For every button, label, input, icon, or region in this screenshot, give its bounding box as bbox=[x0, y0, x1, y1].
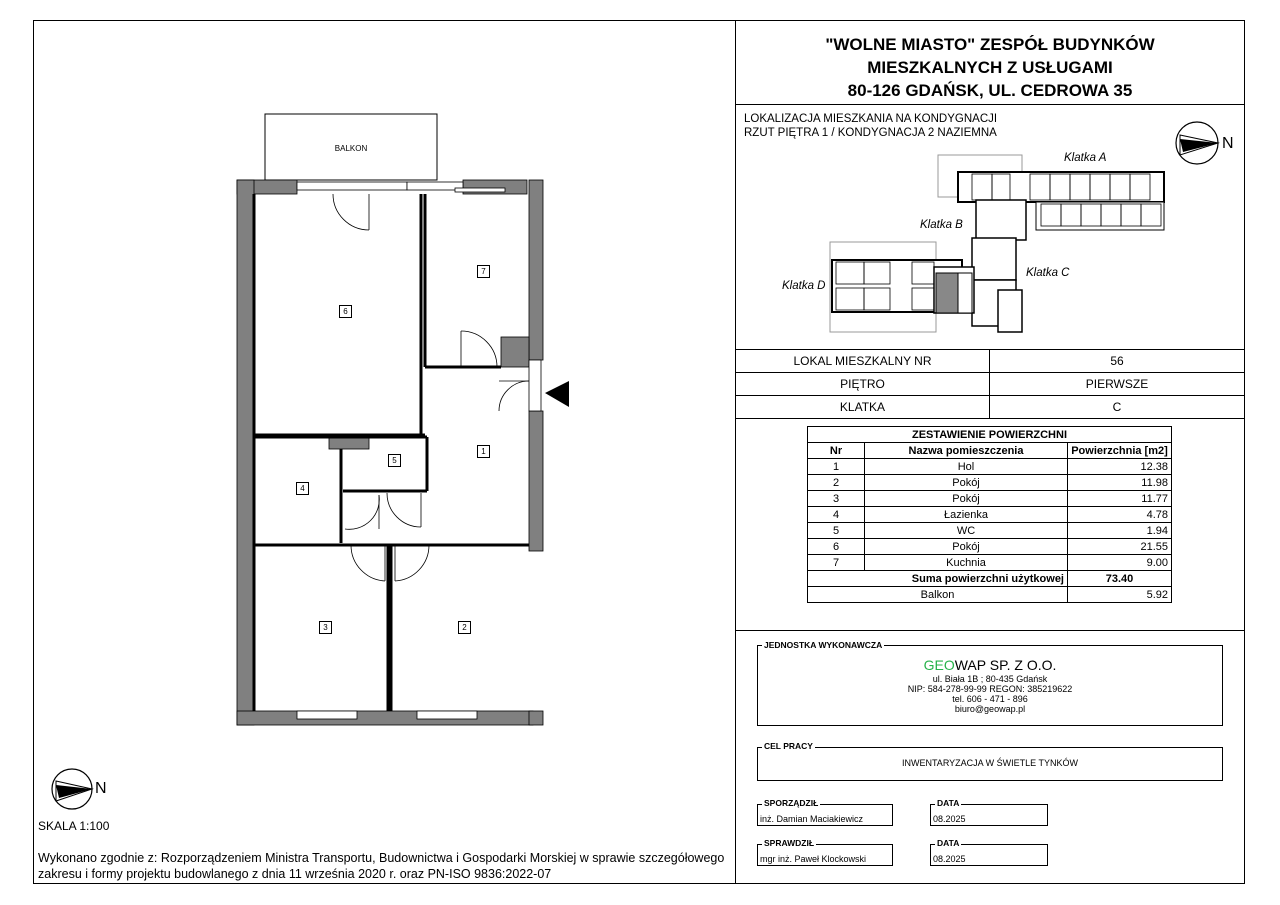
sum-row bbox=[808, 571, 1172, 587]
row-name: Pokój bbox=[865, 475, 1068, 491]
prepared-date: 08.2025 bbox=[933, 814, 966, 824]
scale-label: SKALA 1:100 bbox=[38, 819, 110, 833]
row-name: Kuchnia bbox=[865, 555, 1068, 571]
info-label: LOKAL MIESZKALNY NR bbox=[736, 350, 990, 373]
row-name: Hol bbox=[865, 459, 1068, 475]
title-block bbox=[736, 21, 1244, 105]
klatka-d-label: Klatka D bbox=[782, 280, 826, 292]
row-nr: 5 bbox=[808, 523, 865, 539]
klatka-a-label: Klatka A bbox=[1064, 152, 1107, 164]
company-info bbox=[757, 645, 1223, 726]
surface-table-title: ZESTAWIENIE POWIERZCHNI bbox=[808, 427, 1172, 443]
sum-label: Suma powierzchni użytkowej bbox=[808, 571, 1068, 587]
row-nr: 6 bbox=[808, 539, 865, 555]
floor-plan bbox=[33, 21, 735, 801]
company-section-label: JEDNOSTKA WYKONAWCZA bbox=[764, 640, 883, 650]
row-area: 12.38 bbox=[1068, 459, 1172, 475]
prepared-date-label: DATA bbox=[937, 798, 960, 808]
room-number-2: 2 bbox=[458, 621, 471, 634]
table-row bbox=[808, 555, 1172, 571]
info-value: 56 bbox=[990, 350, 1245, 373]
title-line-3: 80-126 GDAŃSK, UL. CEDROWA 35 bbox=[847, 81, 1133, 100]
balcony-row bbox=[808, 587, 1172, 603]
room-number-7: 7 bbox=[477, 265, 490, 278]
row-nr: 1 bbox=[808, 459, 865, 475]
checked-label: SPRAWDZIŁ bbox=[764, 838, 815, 848]
row-name: WC bbox=[865, 523, 1068, 539]
location-line-1: LOKALIZACJA MIESZKANIA NA KONDYGNACJI bbox=[744, 113, 998, 125]
col-area: Powierzchnia [m2] bbox=[1068, 443, 1172, 459]
sum-value: 73.40 bbox=[1068, 571, 1172, 587]
row-area: 9.00 bbox=[1068, 555, 1172, 571]
checked-date: 08.2025 bbox=[933, 854, 966, 864]
purpose-label: CEL PRACY bbox=[764, 741, 813, 751]
surface-table bbox=[807, 426, 1172, 603]
row-nr: 4 bbox=[808, 507, 865, 523]
info-label: KLATKA bbox=[736, 396, 990, 419]
room-number-6: 6 bbox=[339, 305, 352, 318]
purpose-value: INWENTARYZACJA W ŚWIETLE TYNKÓW bbox=[901, 758, 1078, 768]
row-name: Pokój bbox=[865, 539, 1068, 555]
info-row-unit bbox=[736, 350, 1244, 373]
row-area: 4.78 bbox=[1068, 507, 1172, 523]
room-number-1: 1 bbox=[477, 445, 490, 458]
unit-info-table bbox=[736, 350, 1244, 419]
company-phone: tel. 606 - 471 - 896 bbox=[952, 694, 1028, 704]
company-name-green: GEO bbox=[923, 657, 955, 673]
company-email: biuro@geowap.pl bbox=[954, 704, 1026, 714]
table-row bbox=[808, 539, 1172, 555]
row-area: 1.94 bbox=[1068, 523, 1172, 539]
room-number-5: 5 bbox=[388, 454, 401, 467]
plan-north-label: N bbox=[95, 780, 107, 797]
checked-value: mgr inż. Paweł Klockowski bbox=[760, 854, 867, 864]
location-line-2: RZUT PIĘTRA 1 / KONDYGNACJA 2 NAZIEMNA bbox=[744, 127, 997, 139]
key-plan bbox=[736, 105, 1244, 350]
info-value: PIERWSZE bbox=[990, 373, 1245, 396]
table-row bbox=[808, 523, 1172, 539]
info-row-staircase bbox=[736, 396, 1244, 419]
checked-date-label: DATA bbox=[937, 838, 960, 848]
footer-line-2: zakresu i formy projektu budowlanego z dnia 11 września 2020 r. oraz PN-ISO 9836:2022-07 bbox=[38, 867, 552, 881]
table-row bbox=[808, 491, 1172, 507]
balcony-value: 5.92 bbox=[1068, 587, 1172, 603]
row-nr: 3 bbox=[808, 491, 865, 507]
info-label: PIĘTRO bbox=[736, 373, 990, 396]
title-line-2: MIESZKALNYCH Z USŁUGAMI bbox=[867, 58, 1113, 77]
info-row-floor bbox=[736, 373, 1244, 396]
prepared-label: SPORZĄDZIŁ bbox=[764, 798, 819, 808]
footer-line-1: Wykonano zgodnie z: Rozporządzeniem Ministra Transportu, Budownictwa i Gospodarki Morskiej w sprawie szczegółowego bbox=[38, 851, 725, 865]
plan-north-arrow-icon bbox=[50, 765, 120, 815]
key-plan-north-label: N bbox=[1222, 135, 1234, 152]
company-address: ul. Biała 1B ; 80-435 Gdańsk bbox=[932, 674, 1048, 684]
row-nr: 2 bbox=[808, 475, 865, 491]
klatka-b-label: Klatka B bbox=[920, 219, 963, 231]
row-area: 21.55 bbox=[1068, 539, 1172, 555]
row-name: Pokój bbox=[865, 491, 1068, 507]
row-area: 11.77 bbox=[1068, 491, 1172, 507]
table-row bbox=[808, 459, 1172, 475]
title-line-1: "WOLNE MIASTO" ZESPÓŁ BUDYNKÓW bbox=[825, 35, 1155, 54]
klatka-c-label: Klatka C bbox=[1026, 267, 1070, 279]
company-ids: NIP: 584-278-99-99 REGON: 385219622 bbox=[907, 684, 1073, 694]
key-plan-north-arrow-icon bbox=[1176, 122, 1218, 164]
section-separator bbox=[736, 630, 1244, 631]
balcony-label: BALKON bbox=[334, 144, 368, 153]
balcony-label: Balkon bbox=[808, 587, 1068, 603]
row-name: Łazienka bbox=[865, 507, 1068, 523]
row-nr: 7 bbox=[808, 555, 865, 571]
company-name-rest: WAP SP. Z O.O. bbox=[954, 657, 1057, 673]
row-area: 11.98 bbox=[1068, 475, 1172, 491]
info-value: C bbox=[990, 396, 1245, 419]
table-row bbox=[808, 475, 1172, 491]
prepared-value: inż. Damian Maciakiewicz bbox=[760, 814, 864, 824]
room-number-3: 3 bbox=[319, 621, 332, 634]
col-nr: Nr bbox=[808, 443, 865, 459]
table-row bbox=[808, 507, 1172, 523]
col-name: Nazwa pomieszczenia bbox=[865, 443, 1068, 459]
room-number-4: 4 bbox=[296, 482, 309, 495]
company-name bbox=[757, 657, 1223, 674]
